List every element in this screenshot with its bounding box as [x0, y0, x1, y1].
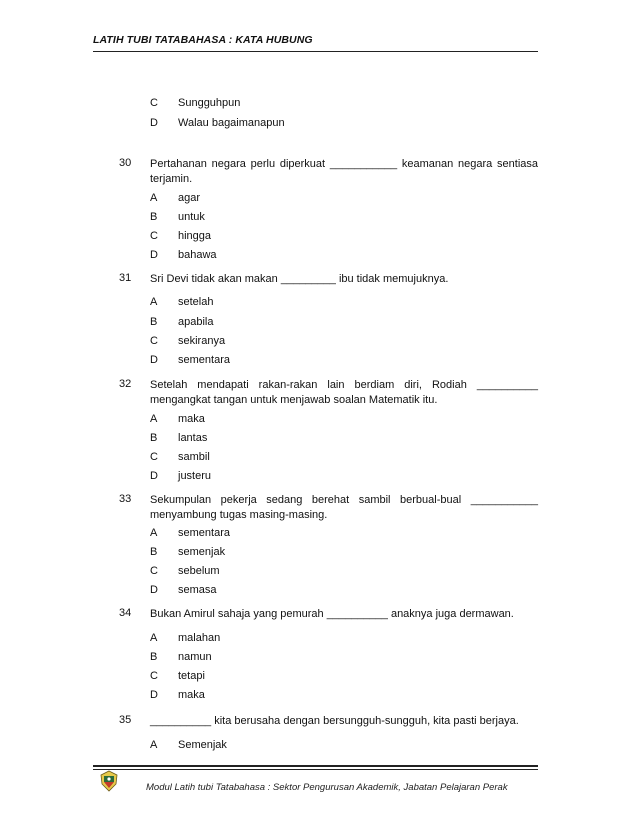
option-letter: B	[150, 211, 158, 223]
option-text: malahan	[178, 632, 221, 644]
option-letter: D	[150, 470, 158, 482]
option-letter: A	[150, 632, 158, 644]
option-letter: B	[150, 651, 158, 663]
option-text: tetapi	[178, 670, 205, 682]
question-stem-line2: terjamin.	[150, 173, 193, 185]
option-text: namun	[178, 651, 212, 663]
option-text: Walau bagaimanapun	[178, 117, 285, 129]
question-stem-line1: Bukan Amirul sahaja yang pemurah __________ anaknya juga dermawan.	[150, 608, 514, 620]
option-text: hingga	[178, 230, 212, 242]
option-letter: D	[150, 354, 158, 366]
footer-divider-thick	[93, 765, 538, 767]
question-stem-line1: Setelah mendapati rakan-rakan lain berdiam diri, Rodiah __________	[150, 379, 538, 391]
question-number: 31	[119, 272, 132, 284]
option-letter: C	[150, 565, 158, 577]
option-letter: A	[150, 527, 158, 539]
option-letter: B	[150, 546, 158, 558]
header-divider	[93, 51, 538, 52]
option-text: Sungguhpun	[178, 97, 241, 109]
option-text: apabila	[178, 316, 214, 328]
option-text: maka	[178, 413, 205, 425]
option-letter: C	[150, 230, 158, 242]
option-text: untuk	[178, 211, 205, 223]
question-stem-line1: Sri Devi tidak akan makan _________ ibu tidak memujuknya.	[150, 273, 449, 285]
question-number: 34	[119, 607, 132, 619]
option-letter: D	[150, 249, 158, 261]
option-letter: C	[150, 451, 158, 463]
option-text: setelah	[178, 296, 214, 308]
page-header-title: LATIH TUBI TATABAHASA : KATA HUBUNG	[93, 34, 313, 46]
option-text: justeru	[178, 470, 212, 482]
option-letter: A	[150, 739, 158, 751]
option-letter: B	[150, 432, 158, 444]
option-text: sementara	[178, 527, 230, 539]
option-letter: D	[150, 584, 158, 596]
footer-divider-thin	[93, 769, 538, 770]
question-number: 32	[119, 378, 132, 390]
question-stem-line1: Sekumpulan pekerja sedang berehat sambil berbual-bual ___________	[150, 494, 538, 506]
option-letter: A	[150, 413, 158, 425]
option-text: Semenjak	[178, 739, 227, 751]
option-letter: C	[150, 335, 158, 347]
question-number: 30	[119, 157, 132, 169]
option-text: semasa	[178, 584, 217, 596]
option-letter: D	[150, 689, 158, 701]
option-text: semenjak	[178, 546, 226, 558]
option-text: sebelum	[178, 565, 220, 577]
question-stem-line2: mengangkat tangan untuk menjawab soalan Matematik itu.	[150, 394, 438, 406]
option-letter: A	[150, 192, 158, 204]
option-letter: C	[150, 670, 158, 682]
question-stem-line1: Pertahanan negara perlu diperkuat ___________ keamanan negara sentiasa	[150, 158, 538, 170]
option-text: agar	[178, 192, 201, 204]
question-number: 33	[119, 493, 132, 505]
option-text: sementara	[178, 354, 230, 366]
option-letter: D	[150, 117, 158, 129]
question-number: 35	[119, 714, 132, 726]
state-crest-icon	[99, 770, 119, 792]
option-text: lantas	[178, 432, 208, 444]
option-text: maka	[178, 689, 205, 701]
footer-text: Modul Latih tubi Tatabahasa : Sektor Pengurusan Akademik, Jabatan Pelajaran Perak	[146, 782, 508, 793]
question-stem-line2: menyambung tugas masing-masing.	[150, 509, 328, 521]
option-text: bahawa	[178, 249, 217, 261]
option-letter: B	[150, 316, 158, 328]
question-stem-line1: __________ kita berusaha dengan bersungguh-sungguh, kita pasti berjaya.	[150, 715, 519, 727]
option-letter: A	[150, 296, 158, 308]
option-text: sekiranya	[178, 335, 226, 347]
option-text: sambil	[178, 451, 210, 463]
option-letter: C	[150, 97, 158, 109]
